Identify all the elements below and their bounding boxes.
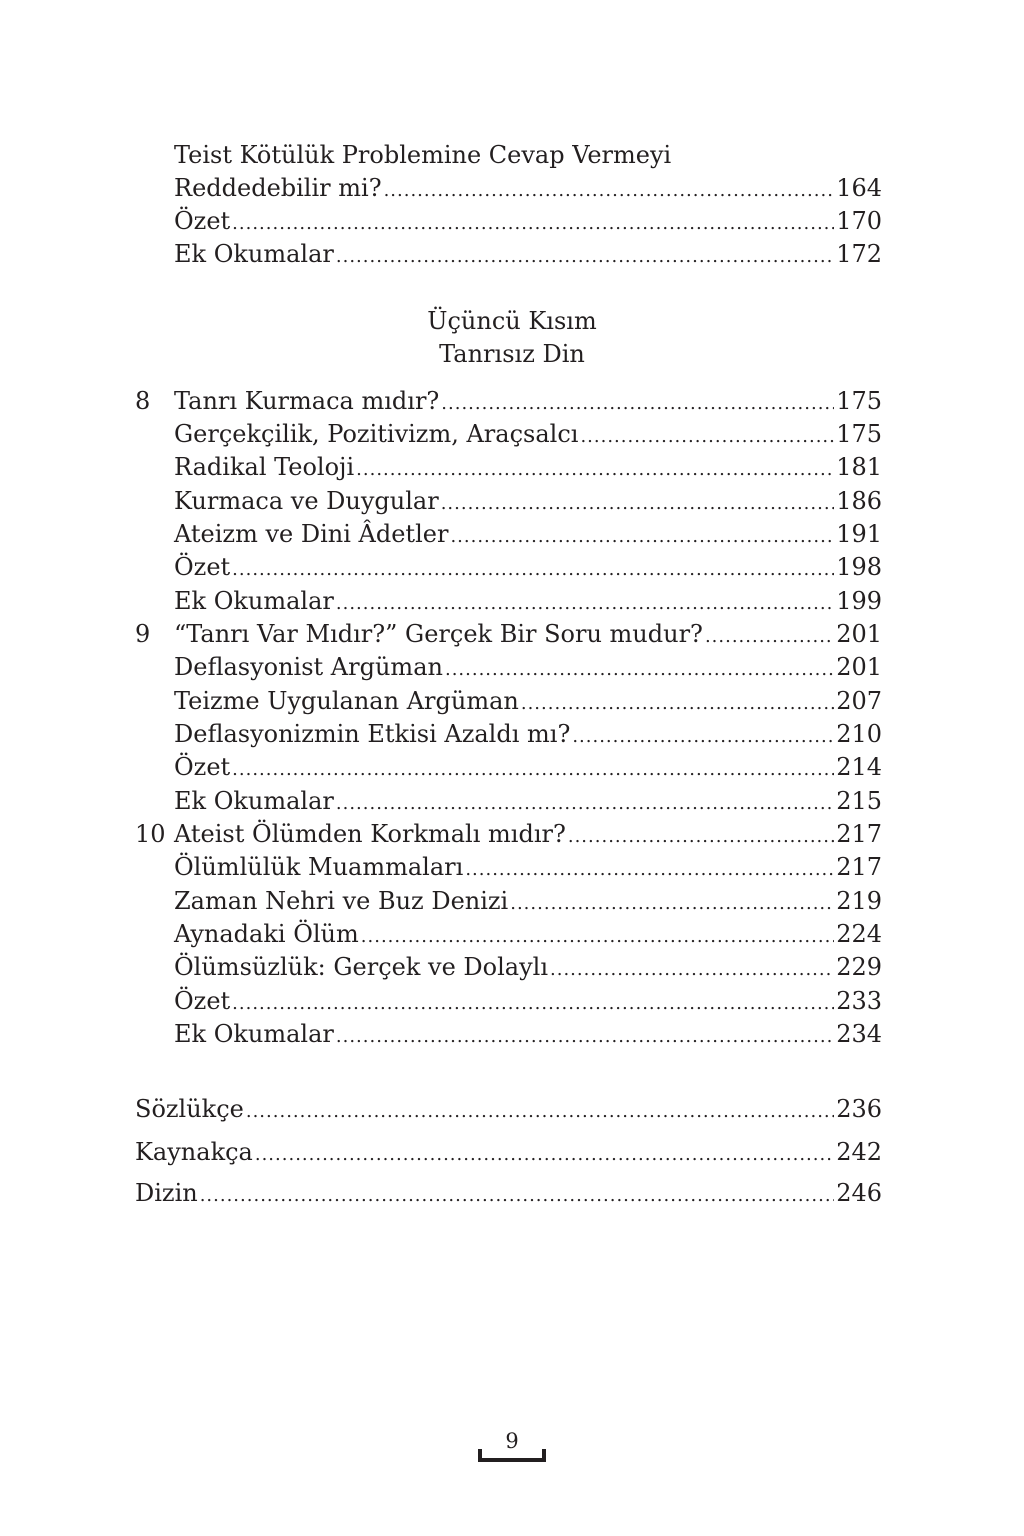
section-page: 219 (836, 887, 882, 915)
section-entry[interactable] (135, 517, 882, 551)
section-title: Kurmaca ve Duygular (174, 487, 439, 515)
back-matter-page: 236 (836, 1095, 882, 1123)
section-entry[interactable] (135, 884, 882, 918)
section-title: Ek Okumalar (174, 787, 334, 815)
section-title: Ek Okumalar (174, 1020, 334, 1048)
section-page: 198 (836, 553, 882, 581)
chapter-number: 10 (135, 820, 166, 848)
dot-leader (336, 237, 834, 274)
page-footer (478, 1426, 546, 1462)
chapter-entry[interactable] (135, 817, 882, 851)
section-entry[interactable] (135, 917, 882, 951)
dot-leader (705, 617, 834, 654)
dot-leader (255, 1135, 834, 1172)
dot-leader (232, 984, 834, 1021)
section-page: 191 (836, 520, 882, 548)
back-matter-page: 246 (836, 1179, 882, 1207)
dot-leader (336, 1017, 834, 1054)
dot-leader (441, 484, 834, 521)
footer-rule-right-tick (542, 1449, 546, 1460)
section-page: 214 (836, 753, 882, 781)
section-page: 186 (836, 487, 882, 515)
chapter-page: 175 (836, 387, 882, 415)
toc-entry-page: 172 (836, 240, 882, 268)
part-label: Üçüncü Kısım (427, 307, 597, 335)
dot-leader (246, 1092, 834, 1129)
part-title: Tanrısız Din (439, 340, 585, 368)
dot-leader (356, 450, 834, 487)
section-entry[interactable] (135, 417, 882, 451)
dot-leader (384, 171, 835, 208)
dot-leader (336, 784, 834, 821)
dot-leader (232, 204, 834, 241)
chapter-title: Ateist Ölümden Korkmalı mıdır? (174, 820, 566, 848)
section-title: Ek Okumalar (174, 587, 334, 615)
section-title: Deflasyonizmin Etkisi Azaldı mı? (174, 720, 571, 748)
page-number: 9 (505, 1429, 519, 1453)
section-entry[interactable] (135, 550, 882, 584)
section-title: Özet (174, 753, 231, 781)
section-entry[interactable] (135, 584, 882, 618)
section-page: 210 (836, 720, 882, 748)
section-title: Ölümsüzlük: Gerçek ve Dolaylı (174, 953, 549, 981)
footer-rule (478, 1458, 546, 1462)
toc-entry-title: Ek Okumalar (174, 240, 334, 268)
section-title: Deflasyonist Argüman (174, 653, 443, 681)
back-matter-title: Kaynakça (135, 1138, 253, 1166)
section-title: Aynadaki Ölüm (174, 920, 359, 948)
section-title: Özet (174, 553, 231, 581)
section-title: Ölümlülük Muammaları (174, 853, 464, 881)
chapter-entry[interactable] (135, 617, 882, 651)
section-title: Ateizm ve Dini Âdetler (174, 520, 449, 548)
section-title: Gerçekçilik, Pozitivizm, Araçsalcı (174, 420, 579, 448)
dot-leader (361, 917, 834, 954)
back-matter-entry[interactable] (135, 1135, 882, 1169)
section-entry[interactable] (135, 1017, 882, 1051)
dot-leader (521, 684, 834, 721)
back-matter-entry[interactable] (135, 1092, 882, 1126)
section-title: Özet (174, 987, 231, 1015)
toc-entry-page: 164 (836, 174, 882, 202)
section-page: 234 (836, 1020, 882, 1048)
section-entry[interactable] (135, 717, 882, 751)
toc-continuation-line (135, 138, 882, 172)
section-page: 229 (836, 953, 882, 981)
dot-leader (200, 1176, 834, 1213)
toc-entry-title: Özet (174, 207, 231, 235)
chapter-page: 217 (836, 820, 882, 848)
section-page: 215 (836, 787, 882, 815)
back-matter-page: 242 (836, 1138, 882, 1166)
dot-leader (568, 817, 834, 854)
section-page: 199 (836, 587, 882, 615)
section-entry[interactable] (135, 784, 882, 818)
footer-rule-left-tick (478, 1449, 482, 1460)
chapter-title: Tanrı Kurmaca mıdır? (174, 387, 440, 415)
chapter-page: 201 (836, 620, 882, 648)
chapter-entry[interactable] (135, 384, 882, 418)
dot-leader (336, 584, 834, 621)
dot-leader (445, 650, 834, 687)
section-entry[interactable] (135, 984, 882, 1018)
dot-leader (232, 750, 834, 787)
back-matter-title: Dizin (135, 1179, 198, 1207)
section-title: Zaman Nehri ve Buz Denizi (174, 887, 509, 915)
chapter-number: 9 (135, 620, 151, 648)
dot-leader (465, 850, 834, 887)
section-entry[interactable] (135, 684, 882, 718)
dot-leader (441, 384, 834, 421)
toc-entry[interactable] (135, 204, 882, 238)
section-title: Radikal Teoloji (174, 453, 355, 481)
chapter-number: 8 (135, 387, 151, 415)
dot-leader (232, 550, 834, 587)
section-entry[interactable] (135, 950, 882, 984)
section-entry[interactable] (135, 450, 882, 484)
back-matter-entry[interactable] (135, 1176, 882, 1210)
toc-entry-page: 170 (836, 207, 882, 235)
section-page: 233 (836, 987, 882, 1015)
toc-entry-title: Reddedebilir mi? (174, 174, 382, 202)
toc-entry[interactable] (135, 237, 882, 271)
section-page: 207 (836, 687, 882, 715)
toc-entry[interactable] (135, 171, 882, 205)
chapter-title: “Tanrı Var Mıdır?” Gerçek Bir Soru mudur? (174, 620, 703, 648)
dot-leader (510, 884, 834, 921)
section-page: 217 (836, 853, 882, 881)
section-page: 201 (836, 653, 882, 681)
dot-leader (550, 950, 834, 987)
section-entry[interactable] (135, 484, 882, 518)
section-entry[interactable] (135, 850, 882, 884)
dot-leader (450, 517, 834, 554)
dot-leader (580, 417, 834, 454)
section-entry[interactable] (135, 750, 882, 784)
dot-leader (572, 717, 834, 754)
section-page: 224 (836, 920, 882, 948)
back-matter-title: Sözlükçe (135, 1095, 244, 1123)
toc-entry-title: Teist Kötülük Problemine Cevap Vermeyi (174, 141, 672, 169)
section-page: 181 (836, 453, 882, 481)
section-page: 175 (836, 420, 882, 448)
section-entry[interactable] (135, 650, 882, 684)
section-title: Teizme Uygulanan Argüman (174, 687, 519, 715)
